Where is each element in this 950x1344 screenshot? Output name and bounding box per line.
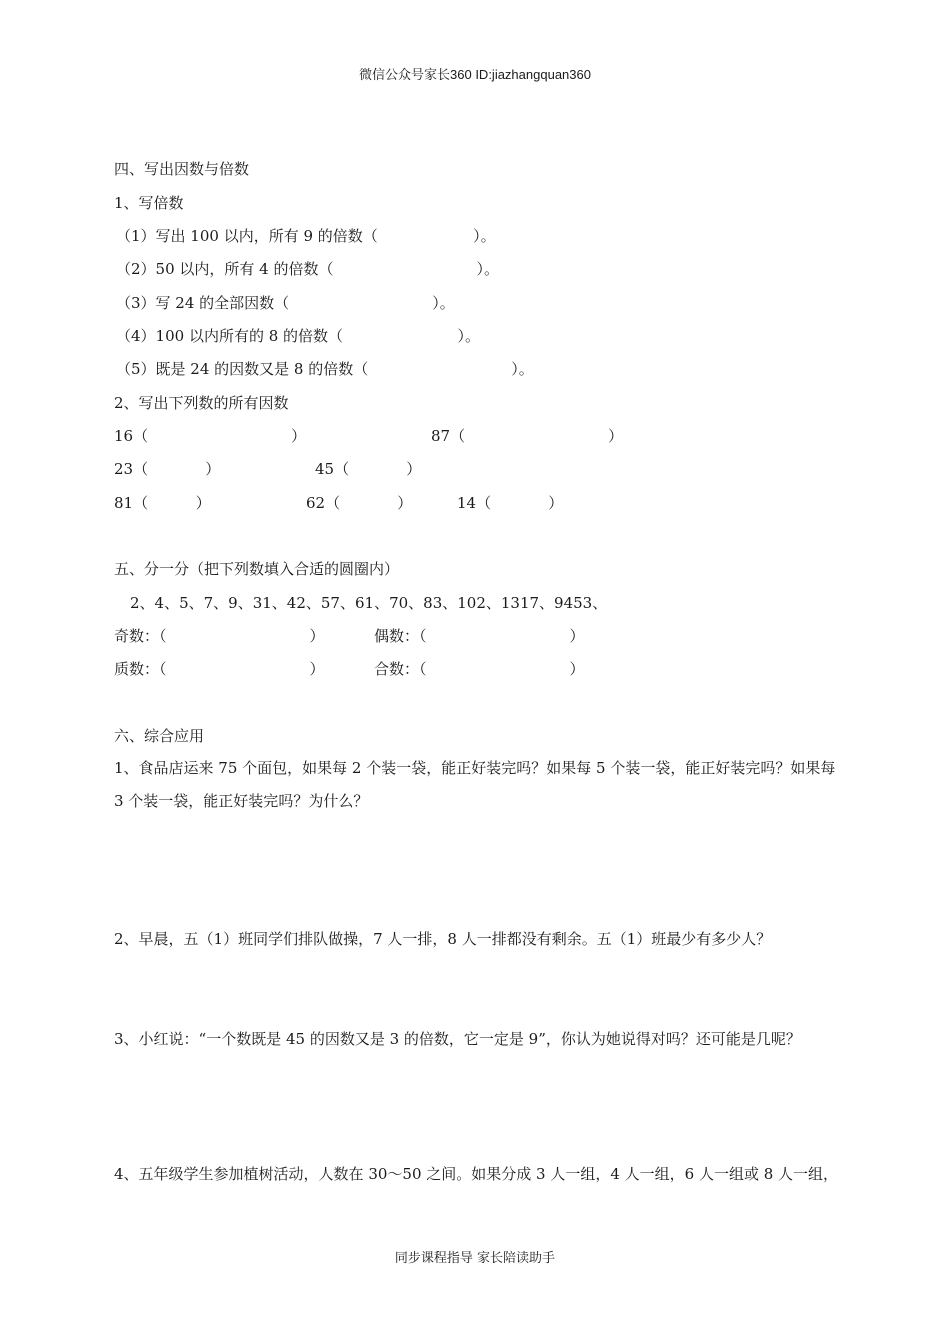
multiples-item-1: （1）写出 100 以内，所有 9 的倍数（ ）。 [116,227,496,245]
multiples-item-5: （5）既是 24 的因数又是 8 的倍数（ ）。 [116,360,534,378]
question-3: 3、小红说：“一个数既是 45 的因数又是 3 的倍数，它一定是 9”，你认为她说得对吗？还可能是几呢？ [114,1030,801,1048]
page-footer: 同步课程指导 家长陪读助手 [394,1251,556,1266]
part-1-title: 1、写倍数 [114,194,184,212]
factors-87: 87（ ） [431,427,624,445]
factors-23: 23（ ） [114,460,221,478]
question-1: 1、食品店运来 75 个面包，如果每 2 个装一袋，能正好装完吗？如果每 5 个装一袋，能正好装完吗？如果每 3 个装一袋，能正好装完吗？为什么？ [114,759,836,810]
section-6-title: 六、综合应用 [114,727,205,745]
section-4-title: 四、写出因数与倍数 [114,160,250,178]
composite-numbers-blank: 合数：（ ） [374,660,585,678]
factors-16: 16（ ） [114,427,307,445]
even-numbers-blank: 偶数：（ ） [374,627,585,645]
page-header: 微信公众号家长360 ID:jiazhangquan360 [359,67,591,82]
question-4: 4、五年级学生参加植树活动，人数在 30～50 之间。如果分成 3 人一组，4 人一组，6 人一组或 8 人一组， [114,1165,839,1183]
factors-45: 45（ ） [315,460,422,478]
part-2-title: 2、写出下列数的所有因数 [114,394,289,412]
factors-62: 62（ ） [306,494,413,512]
number-list: 2、4、5、7、9、31、42、57、61、70、83、102、1317、9453、 [130,594,608,612]
factors-81: 81（ ） [114,494,211,512]
prime-numbers-blank: 质数：（ ） [114,660,325,678]
factors-14: 14（ ） [457,494,564,512]
question-2: 2、早晨，五（1）班同学们排队做操，7 人一排，8 人一排都没有剩余。五（1）班最少有多少人？ [114,930,772,948]
section-5-title: 五、分一分（把下列数填入合适的圆圈内） [114,560,400,578]
multiples-item-4: （4）100 以内所有的 8 的倍数（ ）。 [116,327,480,345]
multiples-item-2: （2）50 以内，所有 4 的倍数（ ）。 [116,260,500,278]
odd-numbers-blank: 奇数：（ ） [114,627,325,645]
multiples-item-3: （3）写 24 的全部因数（ ）。 [116,294,455,312]
